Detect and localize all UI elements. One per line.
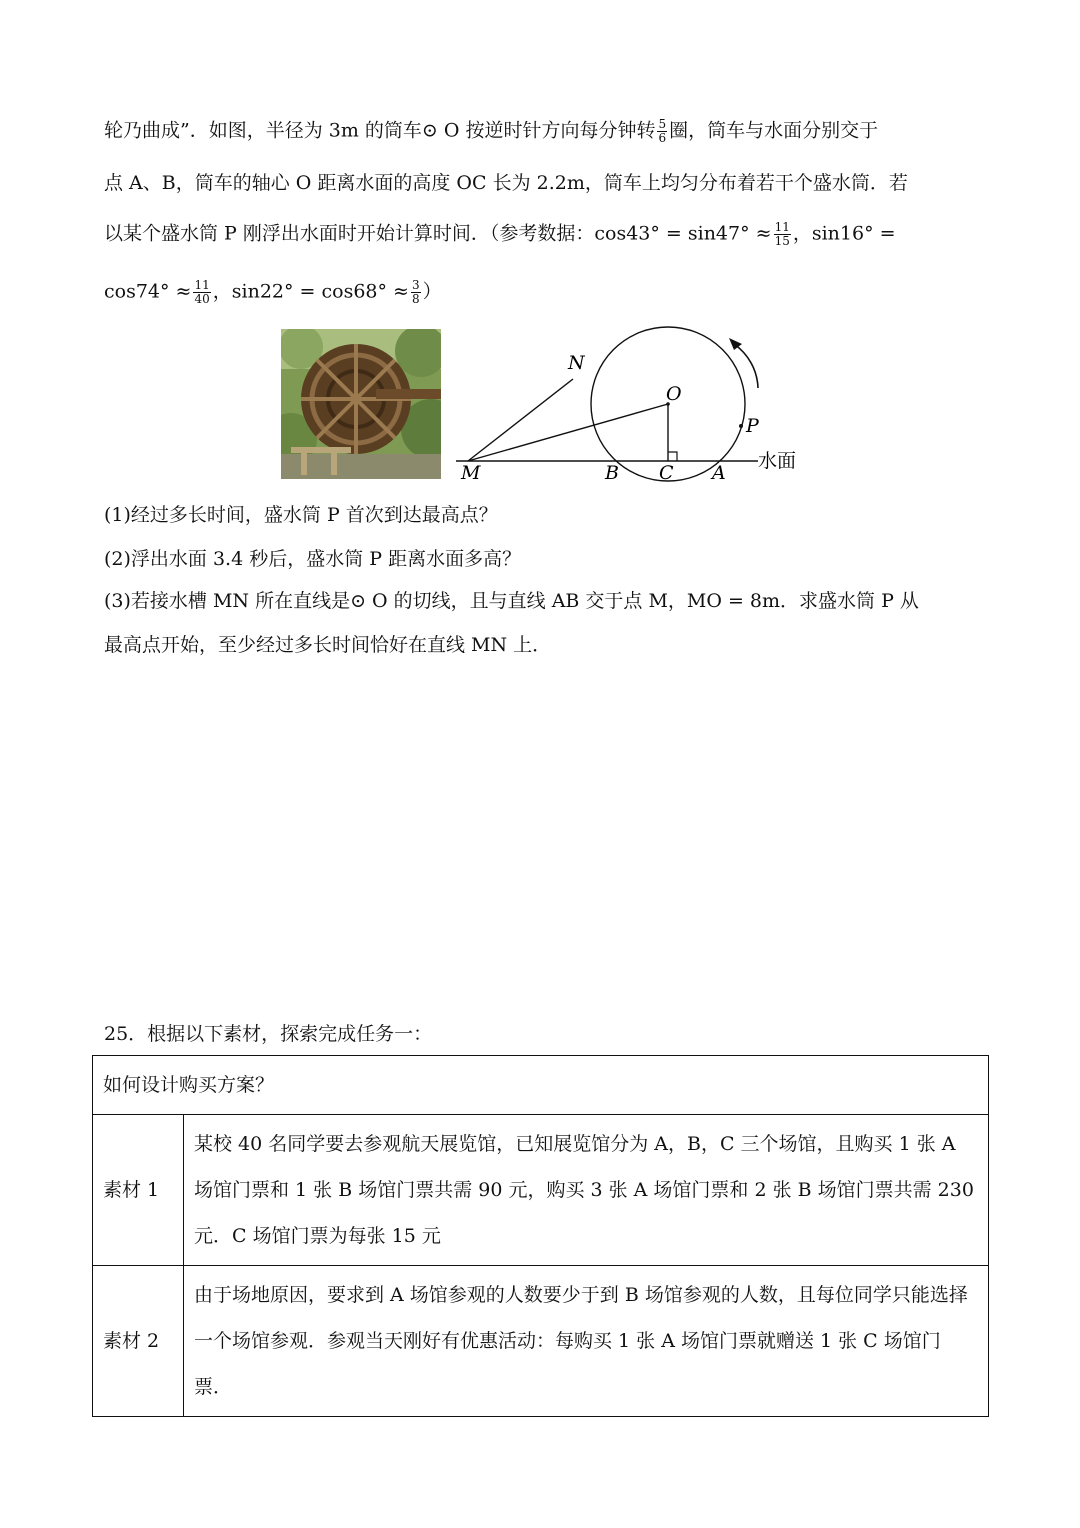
point-P <box>739 424 743 428</box>
problem-25-intro: 25．根据以下素材，探索完成任务一： <box>104 1023 433 1045</box>
table-row <box>93 1115 989 1266</box>
label-B: B <box>605 462 619 484</box>
table-row <box>93 1266 989 1417</box>
material-text: 某校 40 名同学要去参观航天展览馆，已知展览馆分为 A，B，C 三个场馆，且购买 1 张 A 场馆门票和 1 张 B 场馆门票共需 90 元，购买 3 张 A 场馆门票和 2 张 B 场馆门票共需 230 元．C 场馆门票为每张 15 元 <box>184 1115 989 1266</box>
rotation-arrow <box>734 344 758 388</box>
text-segment: 圈，筒车与水面分别交于 <box>669 119 879 142</box>
table-title: 如何设计购买方案？ <box>93 1056 989 1115</box>
geometry-diagram <box>450 322 810 487</box>
problem-text-line-2: 点 A、B，筒车的轴心 O 距离水面的高度 OC 长为 2.2m，筒车上均匀分布着若干个盛水筒．若 <box>104 172 908 194</box>
fraction-ref-2: $\frac{11}{40}$ <box>194 278 210 306</box>
problem-text-line-1 <box>104 118 878 145</box>
fraction-ref-1: $\frac{11}{15}$ <box>774 220 790 248</box>
right-angle-mark <box>668 452 677 461</box>
question-3-line-1: (3)若接水槽 MN 所在直线是⊙ O 的切线，且与直线 AB 交于点 M，MO = 8m．求盛水筒 P 从 <box>104 590 919 612</box>
text-segment: 轮乃曲成”．如图，半径为 3m 的筒车⊙ O 按逆时针方向每分钟转 <box>104 119 656 142</box>
label-N: N <box>568 352 585 374</box>
water-wheel-photo <box>281 329 441 479</box>
text-segment: ，sin22° = cos68° ≈ <box>212 280 409 303</box>
label-P: P <box>746 415 759 437</box>
question-1: (1)经过多长时间，盛水筒 P 首次到达最高点？ <box>104 504 498 526</box>
label-water-surface: 水面 <box>758 450 797 472</box>
fraction-ref-3: $\frac{3}{8}$ <box>411 278 420 306</box>
label-C: C <box>659 462 674 484</box>
table-title-row <box>93 1056 989 1115</box>
text-segment: ） <box>422 280 442 303</box>
materials-table <box>92 1055 989 1417</box>
question-3-line-2: 最高点开始，至少经过多长时间恰好在直线 MN 上． <box>104 634 552 656</box>
segment-MO <box>468 404 668 461</box>
text-segment: 以某个盛水筒 P 刚浮出水面时开始计算时间．（参考数据：cos43° = sin47° ≈ <box>104 222 772 245</box>
label-A: A <box>712 462 726 484</box>
material-text: 由于场地原因，要求到 A 场馆参观的人数要少于到 B 场馆参观的人数，且每位同学只能选择一个场馆参观．参观当天刚好有优惠活动：每购买 1 张 A 场馆门票就赠送 1 张 C 场馆门票． <box>184 1266 989 1417</box>
label-M: M <box>461 462 481 484</box>
label-O: O <box>666 383 682 405</box>
question-2: (2)浮出水面 3.4 秒后，盛水筒 P 距离水面多高？ <box>104 548 522 570</box>
text-segment: cos74° ≈ <box>104 280 192 303</box>
problem-text-line-4 <box>104 279 442 306</box>
material-label: 素材 2 <box>93 1266 184 1417</box>
problem-text-line-3 <box>104 221 896 248</box>
material-label: 素材 1 <box>93 1115 184 1266</box>
fraction-turns: $\frac{5}{6}$ <box>658 117 667 145</box>
segment-MN <box>468 379 573 461</box>
text-segment: ，sin16° = <box>792 222 896 245</box>
